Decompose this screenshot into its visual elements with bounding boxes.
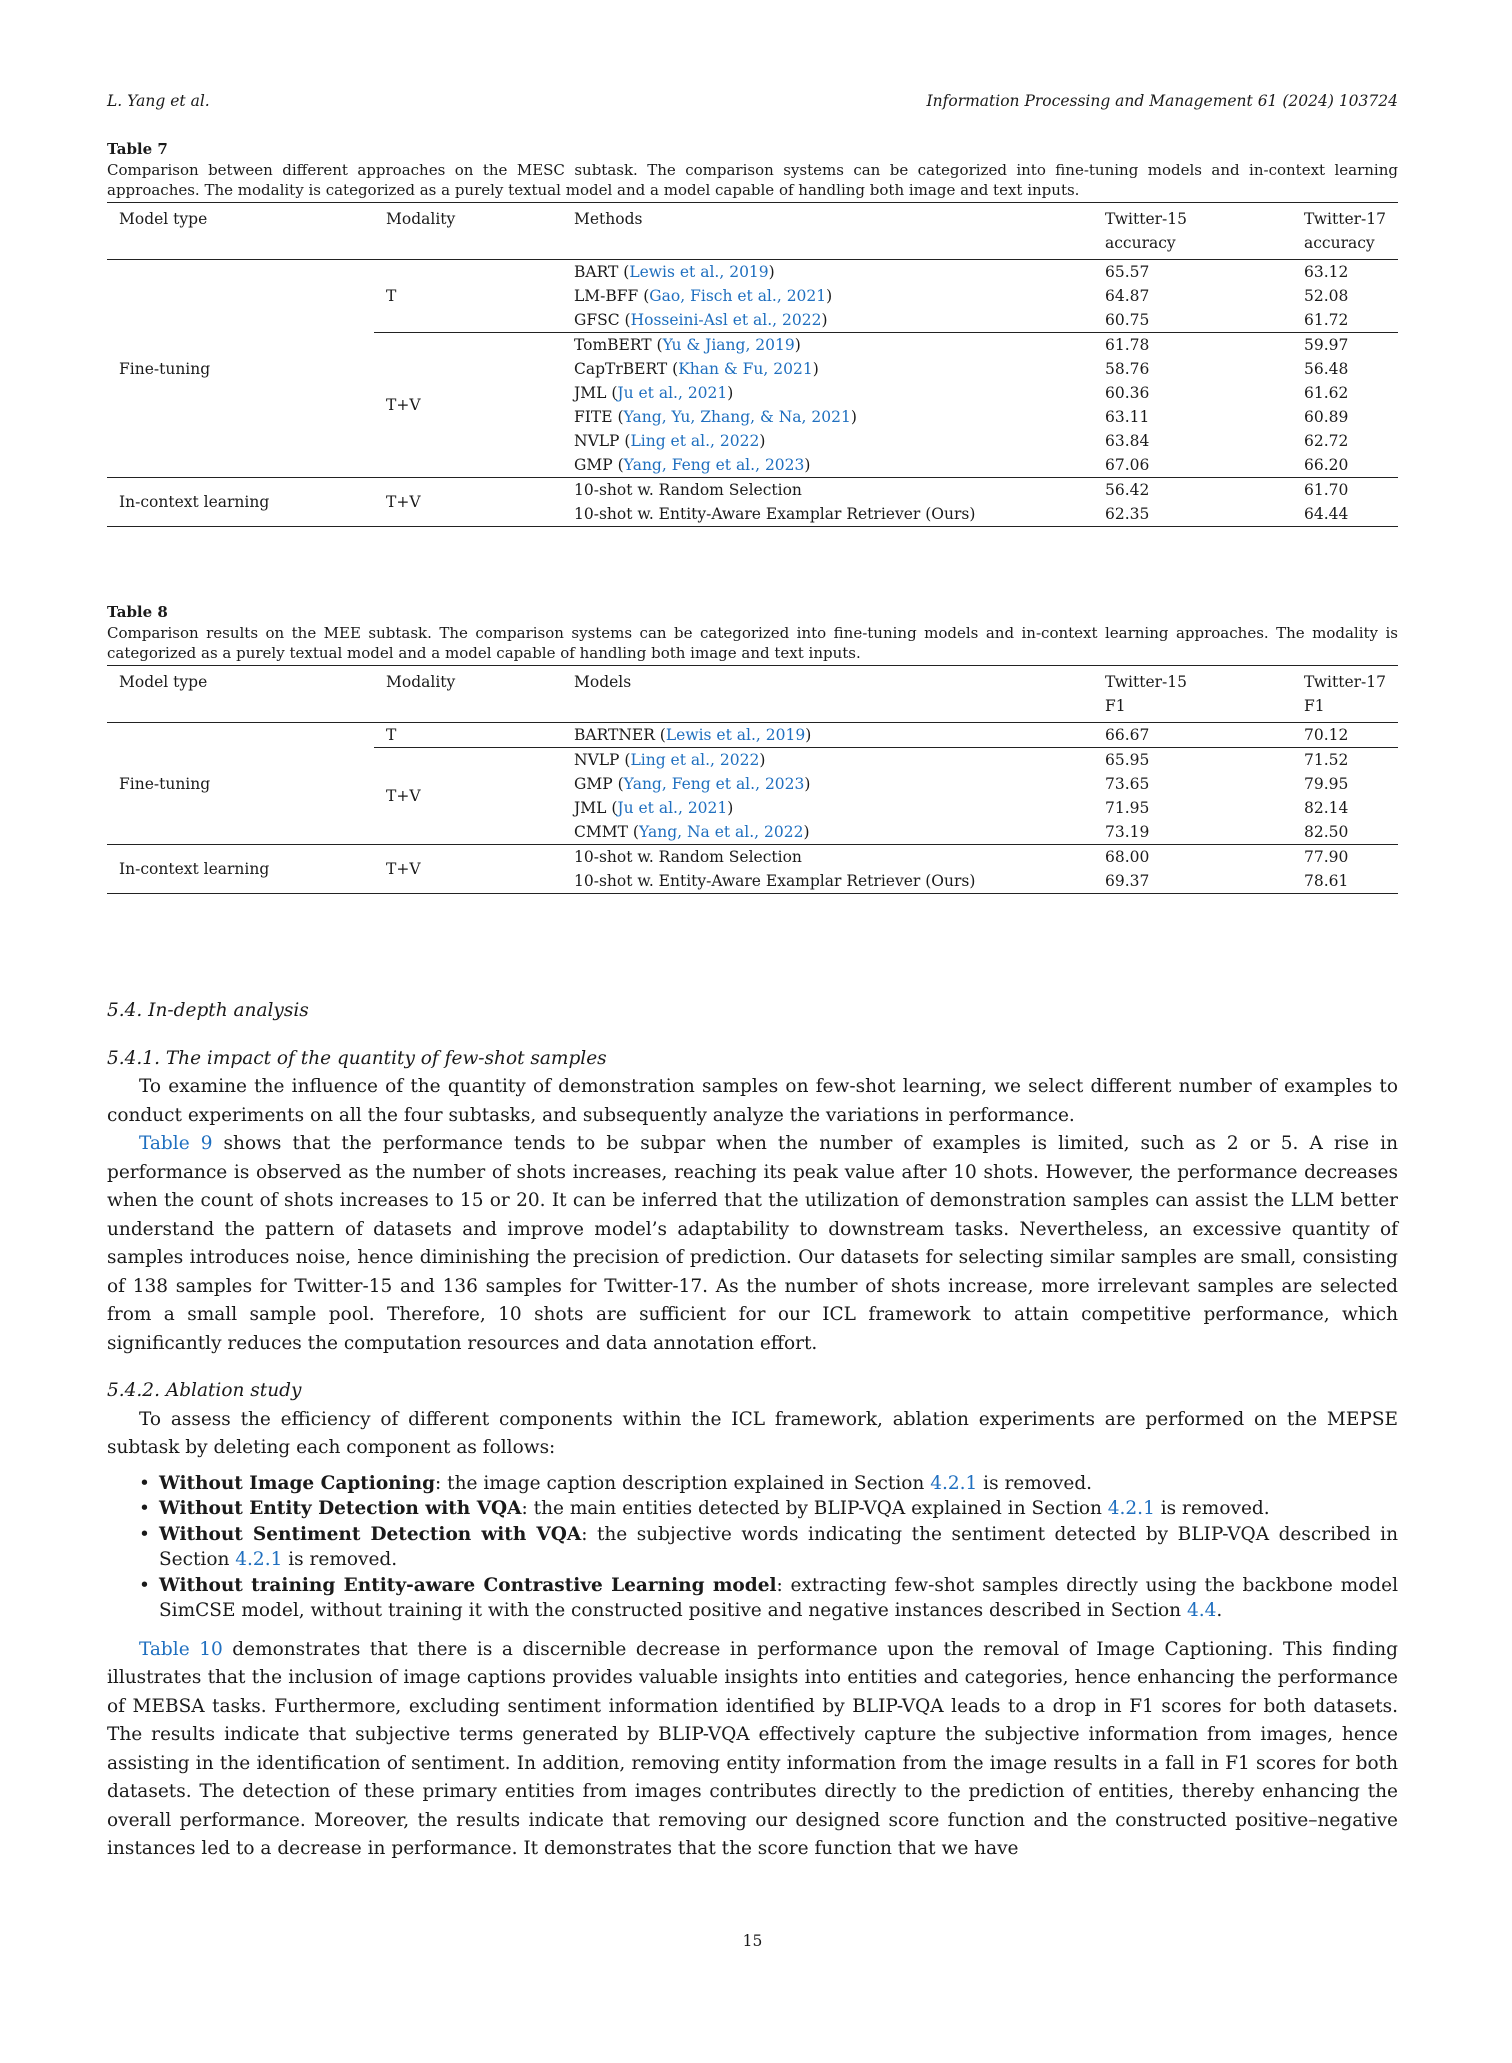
value-cell: 61.70 bbox=[1304, 481, 1349, 499]
citation-link[interactable]: Lewis et al., 2019 bbox=[629, 263, 769, 281]
table-header-row bbox=[107, 666, 1398, 723]
citation-link[interactable]: Yang, Feng et al., 2023 bbox=[623, 456, 805, 474]
value-cell: 60.75 bbox=[1105, 311, 1150, 329]
table-row bbox=[107, 260, 1398, 285]
value-cell: 71.52 bbox=[1292, 748, 1398, 773]
value-cell: 62.72 bbox=[1304, 432, 1349, 450]
value-cell-best: 69.37 bbox=[1105, 872, 1150, 890]
value-cell-best: 62.35 bbox=[1105, 505, 1150, 523]
group-fine-tuning bbox=[107, 723, 1398, 845]
col-header bbox=[1292, 666, 1398, 723]
value-cell: 65.95 bbox=[1093, 748, 1292, 773]
method-cell: 10-shot w. Entity-Aware Examplar Retriever (Ours) bbox=[574, 505, 976, 523]
method-cell: TomBERT (Yu & Jiang, 2019) bbox=[562, 333, 1093, 358]
table-7-label: Table 7 bbox=[107, 140, 168, 158]
table-10-link[interactable]: Table 10 bbox=[139, 1638, 223, 1660]
table-row bbox=[107, 845, 1398, 870]
header-authors: L. Yang et al. bbox=[107, 92, 210, 110]
modality-cell: T bbox=[386, 287, 397, 305]
table-8 bbox=[107, 603, 1398, 894]
citation-link[interactable]: Yang, Na et al., 2022 bbox=[638, 823, 804, 841]
method-cell: JML (Ju et al., 2021) bbox=[574, 799, 734, 817]
value-cell: 65.57 bbox=[1105, 263, 1150, 281]
method-cell: 10-shot w. Random Selection bbox=[574, 481, 802, 499]
group-fine-tuning bbox=[107, 260, 1398, 478]
paragraph: To examine the influence of the quantity of demonstration samples on few-shot learning, we select different number of examples to conduct experiments on all the four subtasks, and subsequently analyze the variations in performance. bbox=[107, 1076, 1398, 1126]
method-cell: BARTNER (Lewis et al., 2019) bbox=[574, 726, 812, 744]
table-8-grid bbox=[107, 665, 1398, 894]
modality-cell: T+V bbox=[386, 860, 421, 878]
citation-link[interactable]: Yu & Jiang, 2019 bbox=[662, 336, 795, 354]
page-number: 15 bbox=[742, 1932, 763, 1950]
value-cell: 63.84 bbox=[1105, 432, 1150, 450]
col-header-metric: F1 bbox=[1304, 697, 1325, 715]
citation-link[interactable]: Hosseini-Asl et al., 2022 bbox=[630, 311, 822, 329]
bullet-icon: • bbox=[139, 1523, 150, 1545]
citation-link[interactable]: Khan & Fu, 2021 bbox=[678, 360, 813, 378]
col-header-dataset: Twitter-15 bbox=[1105, 673, 1188, 691]
section-heading-5-4-1: 5.4.1. The impact of the quantity of few-shot samples bbox=[107, 1047, 607, 1069]
table-row bbox=[107, 478, 1398, 503]
method-cell: LM-BFF (Gao, Fisch et al., 2021) bbox=[574, 287, 833, 305]
table-row bbox=[107, 723, 1398, 748]
value-cell: 52.08 bbox=[1304, 287, 1349, 305]
col-header-metric: F1 bbox=[1105, 697, 1126, 715]
model-type-cell: In-context learning bbox=[119, 860, 270, 878]
table-9-link[interactable]: Table 9 bbox=[139, 1133, 213, 1154]
value-cell-best: 82.50 bbox=[1304, 823, 1349, 841]
list-item: • Without training Entity-aware Contrastive Learning model: extracting few-shot samples directly using the backbone model SimCSE model, without training it with the constructed positive and negative instances described in Section 4.4. bbox=[139, 1574, 1398, 1621]
method-cell: GMP (Yang, Feng et al., 2023) bbox=[574, 456, 811, 474]
citation-link[interactable]: Ling et al., 2022 bbox=[630, 751, 760, 769]
col-header bbox=[1093, 666, 1292, 723]
body-text bbox=[107, 997, 1398, 1864]
value-cell: 58.76 bbox=[1105, 360, 1150, 378]
model-type-cell: In-context learning bbox=[119, 493, 270, 511]
value-cell: 56.42 bbox=[1105, 481, 1150, 499]
col-header: Modality bbox=[386, 673, 456, 691]
paragraph: To assess the efficiency of different components within the ICL framework, ablation experiments are performed on the MEPSE subtask by deleting each component as follows: bbox=[107, 1408, 1398, 1458]
section-link[interactable]: 4.2.1 bbox=[1107, 1498, 1155, 1519]
paragraph: Table 9 shows that the performance tends to be subpar when the number of examples is limited, such as 2 or 5. A rise in performance is observed as the number of shots increases, reaching its peak value after 10 shots. However, the performance decreases when the count of shots increases to 15 or 20. It can be inferred that the utilization of demonstration samples can assist the LLM better understand the pattern of datasets and improve model’s adaptability to downstream tasks. Nevertheless, an excessive quantity of samples introduces noise, hence diminishing the precision of prediction. Our datasets for selecting similar samples are small, consisting of 138 samples for Twitter-15 and 136 samples for Twitter-17. As the number of shots increase, more irrelevant samples are selected from a small sample pool. Therefore, 10 shots are sufficient for our ICL framework to attain competitive performance, which significantly reduces the computation resources and data annotation effort. bbox=[107, 1133, 1398, 1354]
col-header-dataset: Twitter-17 bbox=[1304, 210, 1387, 228]
group-in-context-learning bbox=[107, 845, 1398, 894]
section-link[interactable]: 4.2.1 bbox=[930, 1472, 978, 1494]
table-7 bbox=[107, 140, 1398, 527]
method-cell: CMMT (Yang, Na et al., 2022) bbox=[574, 823, 810, 841]
bullet-icon: • bbox=[139, 1472, 150, 1494]
modality-cell: T+V bbox=[374, 333, 562, 478]
value-cell: 61.78 bbox=[1093, 333, 1292, 358]
list-item: • Without Image Captioning: the image caption description explained in Section 4.2.1 is removed. bbox=[107, 1471, 1398, 1497]
citation-link[interactable]: Lewis et al., 2019 bbox=[665, 726, 806, 744]
col-header: Models bbox=[574, 673, 632, 691]
value-cell: 70.12 bbox=[1304, 726, 1349, 744]
value-cell: 61.62 bbox=[1304, 384, 1349, 402]
citation-link[interactable]: Ju et al., 2021 bbox=[617, 799, 728, 817]
section-heading-5-4-2: 5.4.2. Ablation study bbox=[107, 1380, 302, 1401]
method-cell: GFSC (Hosseini-Asl et al., 2022) bbox=[574, 311, 828, 329]
value-cell: 66.67 bbox=[1105, 726, 1150, 744]
method-cell: JML (Ju et al., 2021) bbox=[574, 384, 734, 402]
paragraph: Table 10 demonstrates that there is a discernible decrease in performance upon the removal of Image Captioning. This finding illustrates that the inclusion of image captions provides valuable insights into entities and categories, hence enhancing the performance of MEBSA tasks. Furthermore, excluding sentiment information identified by BLIP-VQA leads to a drop in F1 scores for both datasets. The results indicate that subjective terms generated by BLIP-VQA effectively capture the subjective information from images, hence assisting in the identification of sentiment. In addition, removing entity information from the image results in a fall in F1 scores for both datasets. The detection of these primary entities from images contributes directly to the prediction of entities, thereby enhancing the overall performance. Moreover, the results indicate that removing our designed score function and the constructed positive–negative instances led to a decrease in performance. It demonstrates that the score function that we have bbox=[107, 1638, 1398, 1859]
group-in-context-learning bbox=[107, 478, 1398, 527]
method-cell: CapTrBERT (Khan & Fu, 2021) bbox=[574, 360, 819, 378]
table-8-label: Table 8 bbox=[107, 603, 168, 621]
value-cell: 63.11 bbox=[1105, 408, 1150, 426]
modality-cell: T+V bbox=[386, 493, 421, 511]
citation-link[interactable]: Yang, Feng et al., 2023 bbox=[623, 775, 805, 793]
value-cell-best: 78.61 bbox=[1304, 872, 1349, 890]
col-header: Modality bbox=[386, 210, 456, 228]
value-cell: 73.19 bbox=[1105, 823, 1150, 841]
value-cell: 60.36 bbox=[1105, 384, 1150, 402]
value-cell: 64.87 bbox=[1105, 287, 1150, 305]
value-cell: 82.14 bbox=[1304, 799, 1349, 817]
col-header bbox=[1093, 203, 1292, 260]
modality-cell: T+V bbox=[374, 748, 562, 845]
method-cell: 10-shot w. Entity-Aware Examplar Retriever (Ours) bbox=[574, 872, 976, 890]
list-item: • Without Entity Detection with VQA: the main entities detected by BLIP-VQA explained in Section 4.2.1 is removed. bbox=[107, 1496, 1398, 1522]
method-cell: NVLP (Ling et al., 2022) bbox=[574, 432, 766, 450]
method-cell: 10-shot w. Random Selection bbox=[574, 848, 802, 866]
bullet-icon: • bbox=[139, 1498, 150, 1519]
value-cell: 61.72 bbox=[1304, 311, 1349, 329]
value-cell: 77.90 bbox=[1304, 848, 1349, 866]
value-cell-best: 64.44 bbox=[1304, 505, 1349, 523]
method-cell: FITE (Yang, Yu, Zhang, & Na, 2021) bbox=[574, 408, 857, 426]
col-header-metric: accuracy bbox=[1304, 234, 1375, 252]
col-header-metric: accuracy bbox=[1105, 234, 1176, 252]
method-cell: GMP (Yang, Feng et al., 2023) bbox=[574, 775, 811, 793]
value-cell: 59.97 bbox=[1292, 333, 1398, 358]
table-8-caption: Comparison results on the MEE subtask. The comparison systems can be categorized into fine-tuning models and in-context learning approaches. The modality is categorized as a purely textual model and a model capable of handling both image and text inputs. bbox=[107, 624, 1398, 662]
value-cell-best: 67.06 bbox=[1105, 456, 1150, 474]
header-journal: Information Processing and Management 61 (2024) 103724 bbox=[926, 92, 1398, 110]
table-7-caption: Comparison between different approaches on the MESC subtask. The comparison systems can be categorized into fine-tuning models and in-context learning approaches. The modality is categorized as a purely textual model and a model capable of handling both image and text inputs. bbox=[107, 161, 1398, 199]
table-header-row bbox=[107, 203, 1398, 260]
section-link[interactable]: 4.2.1 bbox=[235, 1549, 283, 1570]
value-cell: 71.95 bbox=[1105, 799, 1150, 817]
ablation-list bbox=[107, 1471, 1398, 1624]
col-header-dataset: Twitter-15 bbox=[1105, 210, 1188, 228]
method-cell: BART (Lewis et al., 2019) bbox=[574, 263, 775, 281]
section-heading-5-4: 5.4. In-depth analysis bbox=[107, 1000, 309, 1021]
value-cell: 68.00 bbox=[1105, 848, 1150, 866]
list-item: • Without Sentiment Detection with VQA: the subjective words indicating the sentiment detected by BLIP-VQA described in Section 4.2.1 is removed. bbox=[139, 1523, 1398, 1570]
modality-cell: T bbox=[386, 726, 397, 744]
value-cell: 56.48 bbox=[1304, 360, 1349, 378]
col-header: Model type bbox=[119, 210, 208, 228]
method-cell: NVLP (Ling et al., 2022) bbox=[562, 748, 1093, 773]
value-cell: 79.95 bbox=[1304, 775, 1349, 793]
value-cell: 63.12 bbox=[1304, 263, 1349, 281]
citation-link[interactable]: Ling et al., 2022 bbox=[630, 432, 760, 450]
citation-link[interactable]: Gao, Fisch et al., 2021 bbox=[649, 287, 827, 305]
model-type-cell: Fine-tuning bbox=[119, 774, 211, 793]
section-link[interactable]: 4.4 bbox=[1186, 1600, 1217, 1621]
value-cell-best: 73.65 bbox=[1105, 775, 1150, 793]
col-header: Methods bbox=[574, 210, 643, 228]
col-header: Model type bbox=[119, 673, 208, 691]
col-header-dataset: Twitter-17 bbox=[1304, 673, 1387, 691]
bullet-icon: • bbox=[139, 1574, 150, 1596]
value-cell: 60.89 bbox=[1304, 408, 1349, 426]
citation-link[interactable]: Ju et al., 2021 bbox=[617, 384, 728, 402]
citation-link[interactable]: Yang, Yu, Zhang, & Na, 2021 bbox=[623, 408, 851, 426]
model-type-cell: Fine-tuning bbox=[119, 359, 211, 378]
table-7-grid bbox=[107, 202, 1398, 527]
col-header bbox=[1292, 203, 1398, 260]
value-cell-best: 66.20 bbox=[1304, 456, 1349, 474]
